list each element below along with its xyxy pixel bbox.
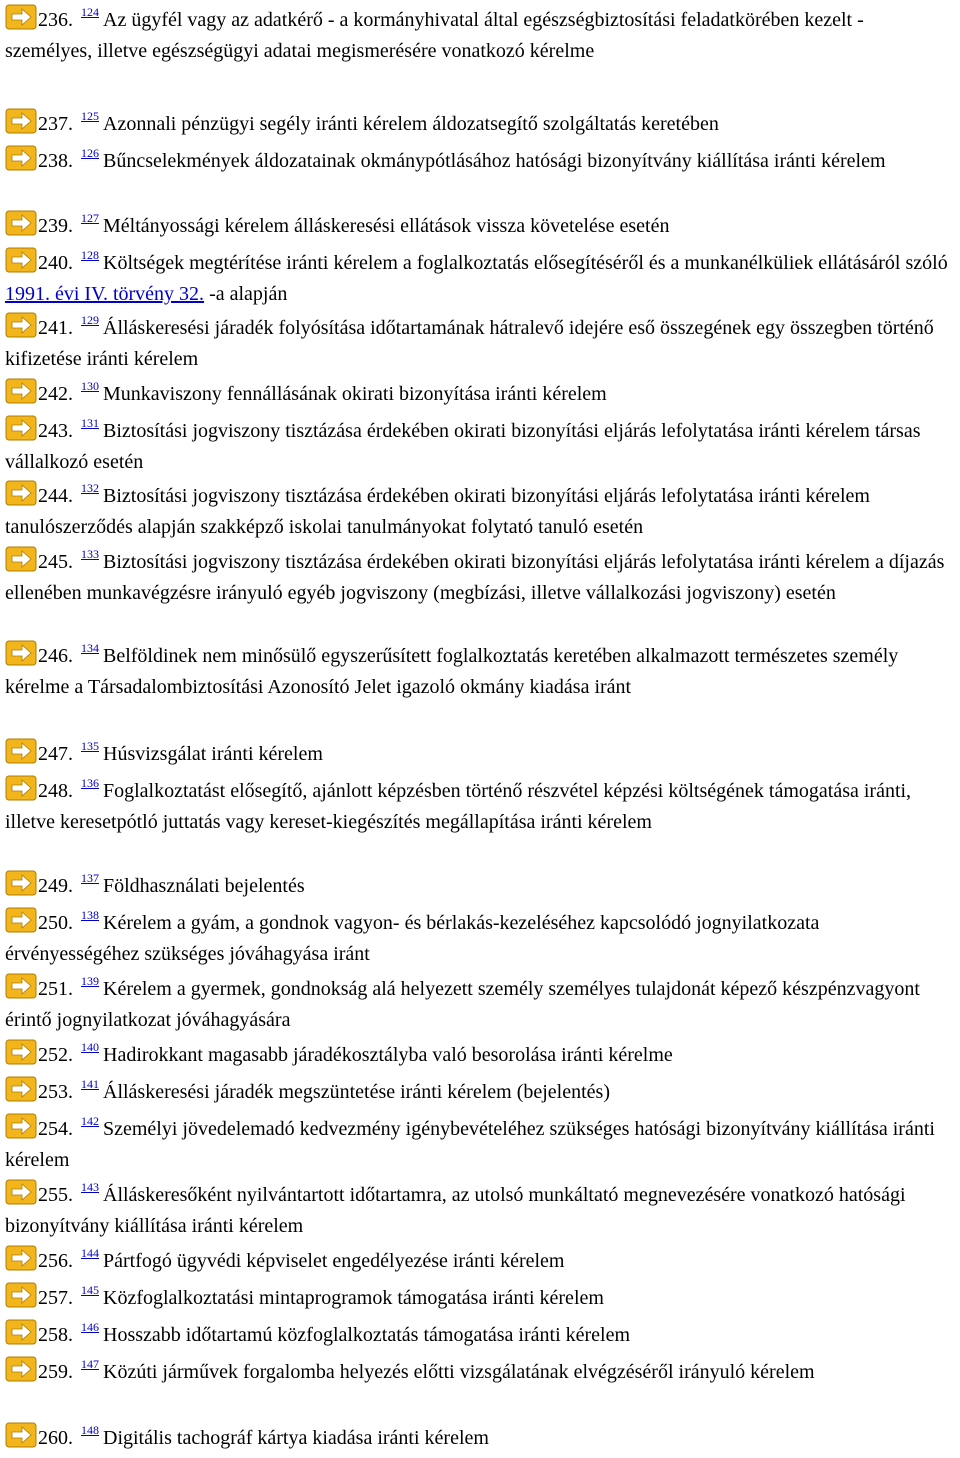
footnote-link[interactable]: 124 [81, 5, 99, 19]
item-text: Földhasználati bejelentés [103, 875, 305, 897]
item-number: 241. [38, 317, 73, 339]
item-number: 259. [38, 1361, 73, 1383]
item-number: 238. [38, 150, 73, 172]
item-text: Hosszabb időtartamú közfoglalkoztatás támogatása iránti kérelem [103, 1324, 631, 1346]
law-link[interactable]: 1991. évi IV. törvény 32. [5, 283, 205, 305]
item-text: Költségek megtérítése iránti kérelem a foglalkoztatás elősegítéséről és a munkanélküliek ellátásáról szóló [103, 252, 948, 274]
item-text: Biztosítási jogviszony tisztázása érdekében okirati bizonyítási eljárás lefolytatása iránti kérelem társas vállalkozó esetén [5, 420, 921, 473]
footnote-link[interactable]: 136 [81, 776, 99, 790]
footnote-link[interactable]: 131 [81, 416, 99, 430]
list-item [5, 4, 955, 66]
arrow-right-icon [5, 247, 37, 273]
list-item [5, 108, 955, 141]
list-item [5, 1356, 955, 1389]
item-number: 247. [38, 743, 73, 765]
arrow-right-icon [5, 775, 37, 801]
arrow-right-icon [5, 1319, 37, 1345]
list-item [5, 1319, 955, 1352]
list-item [5, 145, 955, 178]
item-text: Munkaviszony fennállásának okirati bizonyítása iránti kérelem [103, 383, 607, 405]
footnote-link[interactable]: 125 [81, 109, 99, 123]
footnote-link[interactable]: 126 [81, 146, 99, 160]
list-item [5, 247, 955, 309]
footnote-link[interactable]: 137 [81, 871, 99, 885]
item-text: Pártfogó ügyvédi képviselet engedélyezése iránti kérelem [103, 1250, 565, 1272]
list-item [5, 546, 955, 608]
item-number: 253. [38, 1081, 73, 1103]
list-item [5, 1245, 955, 1278]
item-number: 257. [38, 1287, 73, 1309]
footnote-link[interactable]: 143 [81, 1180, 99, 1194]
list-item [5, 210, 955, 243]
arrow-right-icon [5, 1356, 37, 1382]
item-number: 240. [38, 252, 73, 274]
list-item [5, 1179, 955, 1241]
item-text: Bűncselekmények áldozatainak okmánypótlásához hatósági bizonyítvány kiállítása iránti kérelem [103, 150, 886, 172]
arrow-right-icon [5, 1179, 37, 1205]
arrow-right-icon [5, 738, 37, 764]
item-number: 249. [38, 875, 73, 897]
item-text: Álláskeresési járadék megszüntetése iránti kérelem (bejelentés) [103, 1081, 610, 1103]
arrow-right-icon [5, 4, 37, 30]
item-text: Belföldinek nem minősülő egyszerűsített foglalkoztatás keretében alkalmazott természetes személy kérelme a Társadalombiztosítási Azonosító Jelet igazoló okmány kiadása iránt [5, 645, 899, 698]
footnote-link[interactable]: 147 [81, 1357, 99, 1371]
item-number: 242. [38, 383, 73, 405]
arrow-right-icon [5, 145, 37, 171]
footnote-link[interactable]: 145 [81, 1283, 99, 1297]
arrow-right-icon [5, 415, 37, 441]
footnote-link[interactable]: 139 [81, 974, 99, 988]
item-number: 255. [38, 1184, 73, 1206]
list-item [5, 640, 955, 702]
arrow-right-icon [5, 1245, 37, 1271]
item-text: Digitális tachográf kártya kiadása iránti kérelem [103, 1427, 489, 1449]
item-number: 239. [38, 215, 73, 237]
item-text: Az ügyfél vagy az adatkérő - a kormányhivatal által egészségbiztosítási feladatkörében kezelt - személyes, illetve egészségügyi adatai megismerésére vonatkozó kérelme [5, 9, 864, 62]
list-item [5, 312, 955, 374]
arrow-right-icon [5, 546, 37, 572]
item-number: 248. [38, 780, 73, 802]
list-item [5, 415, 955, 477]
footnote-link[interactable]: 135 [81, 739, 99, 753]
footnote-link[interactable]: 127 [81, 211, 99, 225]
footnote-link[interactable]: 146 [81, 1320, 99, 1334]
arrow-right-icon [5, 1422, 37, 1448]
item-text: Álláskeresőként nyilvántartott időtartamra, az utolsó munkáltató megnevezésére vonatkozó hatósági bizonyítvány kiállítása iránti kérelem [5, 1184, 906, 1237]
item-text: Közfoglalkoztatási mintaprogramok támogatása iránti kérelem [103, 1287, 604, 1309]
list-item [5, 870, 955, 903]
arrow-right-icon [5, 312, 37, 338]
item-number: 256. [38, 1250, 73, 1272]
footnote-link[interactable]: 142 [81, 1114, 99, 1128]
list-item [5, 1113, 955, 1175]
list-item [5, 1282, 955, 1315]
arrow-right-icon [5, 640, 37, 666]
item-number: 246. [38, 645, 73, 667]
item-number: 251. [38, 978, 73, 1000]
item-text: Hadirokkant magasabb járadékosztályba való besorolása iránti kérelme [103, 1044, 673, 1066]
arrow-right-icon [5, 210, 37, 236]
arrow-right-icon [5, 1039, 37, 1065]
footnote-link[interactable]: 129 [81, 313, 99, 327]
list-item [5, 1039, 955, 1072]
item-number: 260. [38, 1427, 73, 1449]
item-text: Álláskeresési járadék folyósítása időtartamának hátralevő idejére eső összegének egy összegben történő kifizetése iránti kérelem [5, 317, 934, 370]
item-number: 250. [38, 912, 73, 934]
footnote-link[interactable]: 140 [81, 1040, 99, 1054]
item-number: 254. [38, 1118, 73, 1140]
list-item [5, 378, 955, 411]
footnote-link[interactable]: 141 [81, 1077, 99, 1091]
list-item [5, 907, 955, 969]
list-item [5, 480, 955, 542]
footnote-link[interactable]: 132 [81, 481, 99, 495]
item-number: 243. [38, 420, 73, 442]
list-item [5, 1076, 955, 1109]
arrow-right-icon [5, 378, 37, 404]
item-text: Méltányossági kérelem álláskeresési ellátások vissza követelése esetén [103, 215, 670, 237]
arrow-right-icon [5, 1076, 37, 1102]
list-item [5, 738, 955, 771]
arrow-right-icon [5, 480, 37, 506]
item-text: Foglalkoztatást elősegítő, ajánlott képzésben történő részvétel képzési költségének támogatása iránti, illetve keresetpótló juttatás vagy kereset-kiegészítés megállapítása iránti kérelem [5, 780, 912, 833]
item-number: 252. [38, 1044, 73, 1066]
footnote-link[interactable]: 148 [81, 1423, 99, 1437]
footnote-link[interactable]: 144 [81, 1246, 99, 1260]
item-text-after: -a alapján [209, 283, 288, 305]
footnote-link[interactable]: 130 [81, 379, 99, 393]
list-item [5, 775, 955, 837]
item-number: 237. [38, 113, 73, 135]
item-text: Biztosítási jogviszony tisztázása érdekében okirati bizonyítási eljárás lefolytatása iránti kérelem a díjazás ellenében munkavégzésre irányuló egyéb jogviszony (megbízási, illetve vállalkozási jogviszony) esetén [5, 551, 945, 604]
list-item [5, 973, 955, 1035]
footnote-link[interactable]: 138 [81, 908, 99, 922]
item-text: Biztosítási jogviszony tisztázása érdekében okirati bizonyítási eljárás lefolytatása iránti kérelem tanulószerződés alapján szakképző iskolai tanulmányokat folytató tanuló esetén [5, 485, 870, 538]
arrow-right-icon [5, 1282, 37, 1308]
item-text: Azonnali pénzügyi segély iránti kérelem áldozatsegítő szolgáltatás keretében [103, 113, 719, 135]
item-number: 244. [38, 485, 73, 507]
item-number: 245. [38, 551, 73, 573]
footnote-link[interactable]: 134 [81, 641, 99, 655]
list-item [5, 1422, 955, 1455]
arrow-right-icon [5, 907, 37, 933]
item-text: Személyi jövedelemadó kedvezmény igénybevételéhez szükséges hatósági bizonyítvány kiállítása iránti kérelem [5, 1118, 935, 1171]
arrow-right-icon [5, 1113, 37, 1139]
arrow-right-icon [5, 108, 37, 134]
item-number: 258. [38, 1324, 73, 1346]
item-text: Közúti járművek forgalomba helyezés előtti vizsgálatának elvégzéséről irányuló kérelem [103, 1361, 815, 1383]
footnote-link[interactable]: 128 [81, 248, 99, 262]
item-text: Kérelem a gyám, a gondnok vagyon- és bérlakás-kezeléséhez kapcsolódó jognyilatkozata érvényességéhez szükséges jóváhagyása iránt [5, 912, 820, 965]
footnote-link[interactable]: 133 [81, 547, 99, 561]
item-text: Húsvizsgálat iránti kérelem [103, 743, 323, 765]
arrow-right-icon [5, 870, 37, 896]
arrow-right-icon [5, 973, 37, 999]
item-text: Kérelem a gyermek, gondnokság alá helyezett személy személyes tulajdonát képező készpénzvagyont érintő jognyilatkozat jóváhagyására [5, 978, 920, 1031]
item-number: 236. [38, 9, 73, 31]
